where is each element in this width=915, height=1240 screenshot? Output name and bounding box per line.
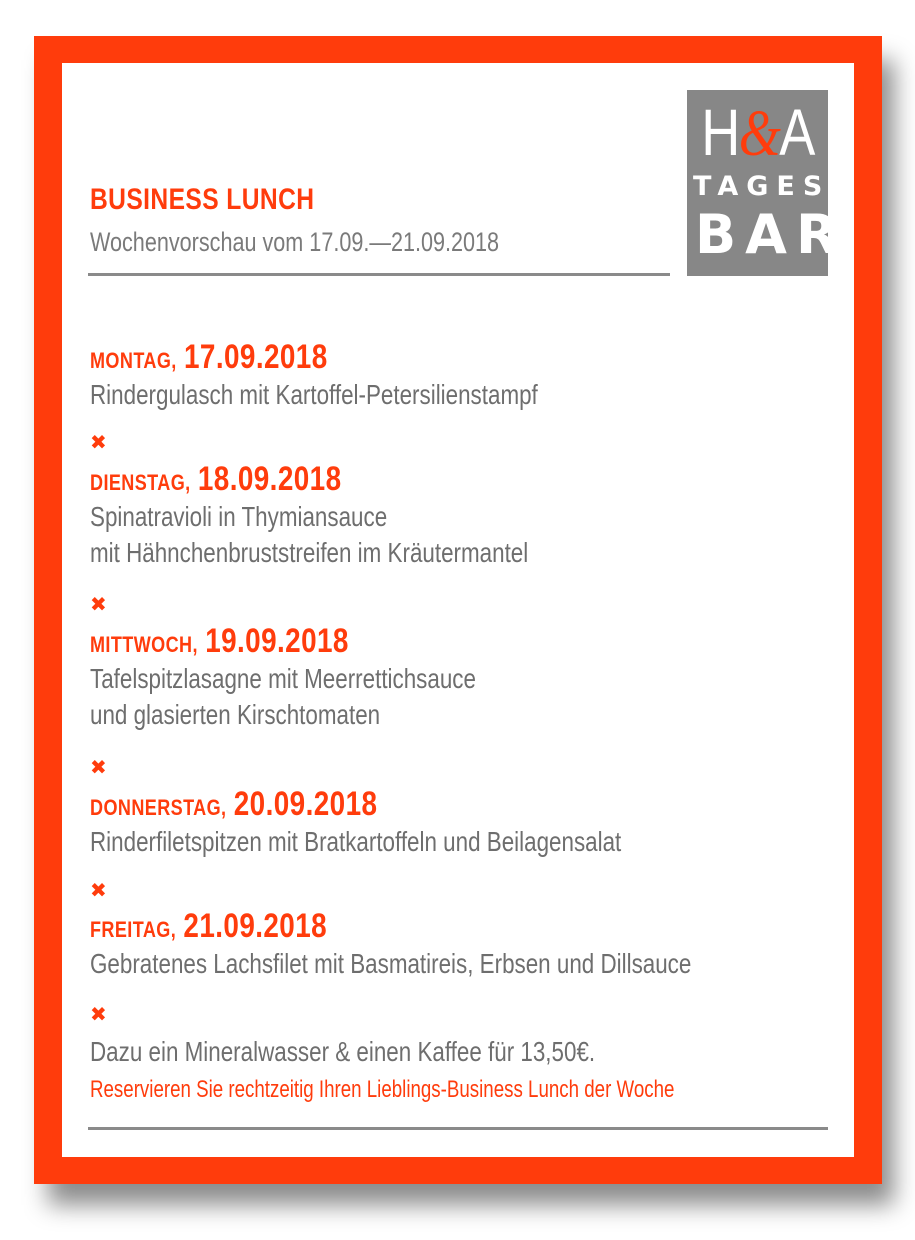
day-date: 17.09.2018: [184, 338, 328, 376]
dish-line: mit Hähnchenbruststreifen im Kräutermantel: [90, 537, 529, 568]
logo-bar-text: BAR: [695, 203, 847, 266]
offer-text: Dazu ein Mineralwasser & einen Kaffee für 13,50€.: [90, 1036, 596, 1067]
page-title: BUSINESS LUNCH: [90, 183, 315, 216]
day-date: 19.09.2018: [205, 622, 349, 660]
day-heading: [90, 906, 706, 946]
header-divider: [88, 273, 670, 276]
logo-tages-text: TAGES: [693, 171, 831, 202]
dish-line: Gebratenes Lachsfilet mit Basmatireis, Erbsen und Dillsauce: [90, 948, 692, 979]
day-heading: [90, 459, 539, 499]
day-heading: [90, 784, 635, 824]
day-monday: [90, 337, 650, 413]
logo-ha-text: [700, 94, 816, 172]
cross-icon: ✖: [90, 878, 107, 902]
cross-icon: ✖: [90, 755, 107, 779]
cross-icon: ✖: [90, 430, 107, 454]
dish-line: Tafelspitzlasagne mit Meerrettichsauce: [90, 663, 476, 694]
day-name: DIENSTAG,: [90, 470, 191, 495]
dish-line: Rinderfiletspitzen mit Bratkartoffeln und Beilagensalat: [90, 826, 622, 857]
logo-ampersand: &: [738, 97, 780, 170]
ha-tagesbar-logo: [687, 90, 847, 276]
page-subtitle: Wochenvorschau vom 17.09.—21.09.2018: [90, 227, 500, 257]
cross-icon: ✖: [90, 592, 107, 616]
day-date: 20.09.2018: [233, 785, 378, 823]
dish-line: Spinatravioli in Thymiansauce: [90, 501, 388, 532]
day-heading: [90, 337, 549, 377]
day-name: MITTWOCH,: [90, 632, 198, 657]
day-tuesday: [90, 459, 638, 571]
dish-line: Rindergulasch mit Kartoffel-Petersilienstampf: [90, 379, 538, 410]
day-heading: [90, 621, 486, 661]
day-name: DONNERSTAG,: [90, 795, 227, 820]
dish-line: und glasierten Kirschtomaten: [90, 699, 381, 730]
day-name: MONTAG,: [90, 348, 177, 373]
logo-a: A: [779, 95, 814, 169]
logo-h: H: [701, 95, 739, 169]
day-friday: [90, 906, 842, 982]
day-thursday: [90, 784, 754, 860]
footer-divider: [88, 1127, 828, 1130]
reservation-note: Reservieren Sie rechtzeitig Ihren Lieblings-Business Lunch der Woche: [90, 1076, 675, 1103]
cross-icon: ✖: [90, 1002, 107, 1026]
day-date: 21.09.2018: [183, 907, 328, 945]
day-wednesday: [90, 621, 572, 733]
day-date: 18.09.2018: [197, 460, 342, 498]
day-name: FREITAG,: [90, 917, 177, 942]
